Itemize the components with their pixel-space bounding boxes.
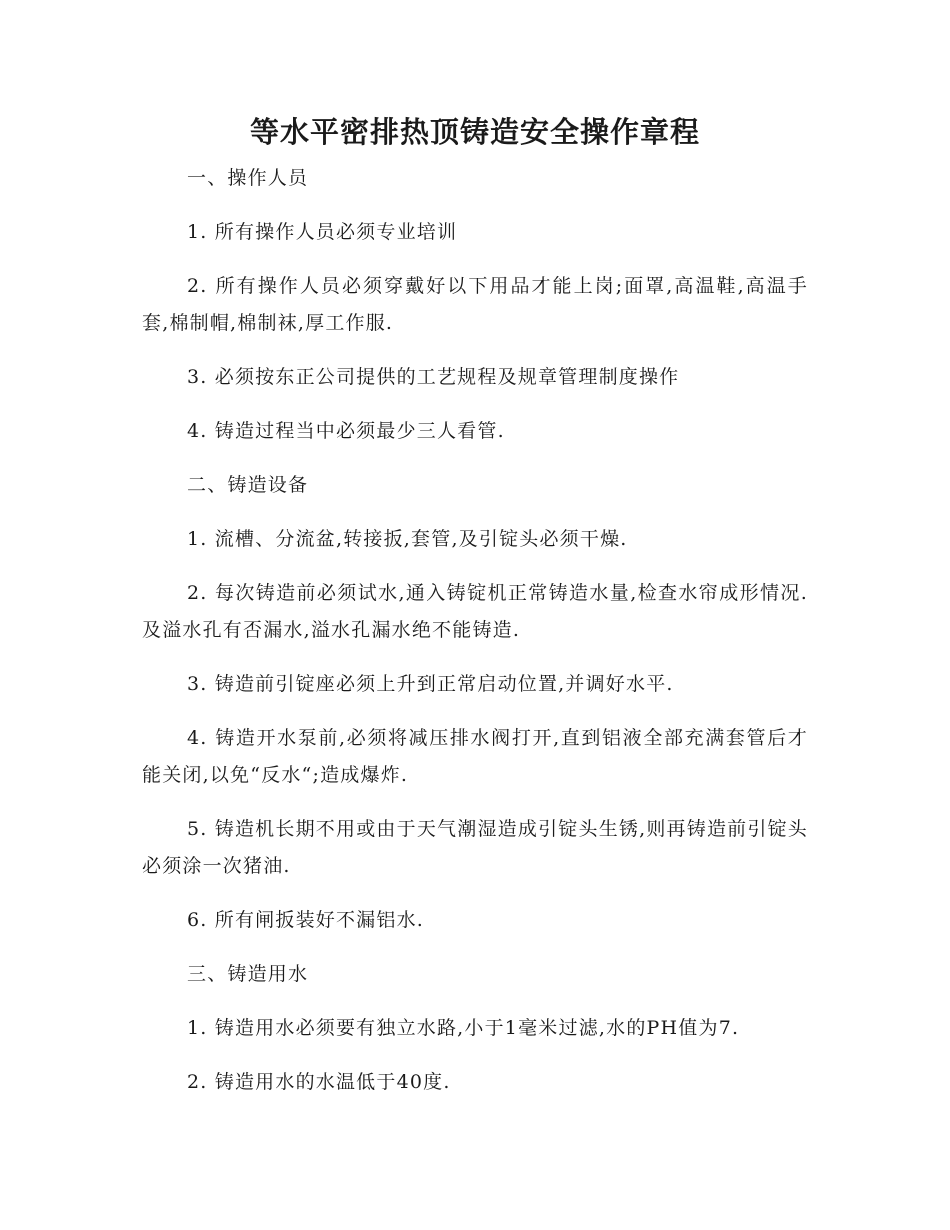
list-item: 1. 铸造用水必须要有独立水路,小于1毫米过滤,水的PH值为7.: [187, 1017, 740, 1039]
document-title: 等水平密排热顶铸造安全操作章程: [249, 115, 700, 149]
list-item: 3. 铸造前引锭座必须上升到正常启动位置,并调好水平.: [187, 673, 674, 695]
list-item: 6. 所有闸扳装好不漏铝水.: [187, 909, 425, 931]
document-body: [142, 160, 808, 1101]
section-heading-personnel: 一、操作人员: [187, 167, 309, 189]
section-heading-equipment: 二、铸造设备: [187, 474, 309, 496]
list-item: 1. 所有操作人员必须专业培训: [187, 221, 458, 243]
list-item: 4. 铸造开水泵前,必须将减压排水阀打开,直到铝液全部充满套管后才能关闭,以免“反水“;造成爆炸.: [142, 727, 808, 786]
list-item: 2. 每次铸造前必须试水,通入铸锭机正常铸造水量,检查水帘成形情况.及溢水孔有否漏水,溢水孔漏水绝不能铸造.: [142, 582, 808, 641]
list-item: 2. 铸造用水的水温低于40度.: [187, 1071, 451, 1093]
list-item: 3. 必须按东正公司提供的工艺规程及规章管理制度操作: [187, 366, 680, 388]
list-item: 2. 所有操作人员必须穿戴好以下用品才能上岗;面罩,高温鞋,高温手套,棉制帽,棉制袜,厚工作服.: [142, 275, 808, 334]
list-item: 5. 铸造机长期不用或由于天气潮湿造成引锭头生锈,则再铸造前引锭头必须涂一次猪油.: [142, 818, 808, 877]
section-heading-water: 三、铸造用水: [187, 963, 309, 985]
list-item: 1. 流槽、分流盆,转接扳,套管,及引锭头必须干燥.: [187, 528, 628, 550]
list-item: 4. 铸造过程当中必须最少三人看管.: [187, 420, 505, 442]
